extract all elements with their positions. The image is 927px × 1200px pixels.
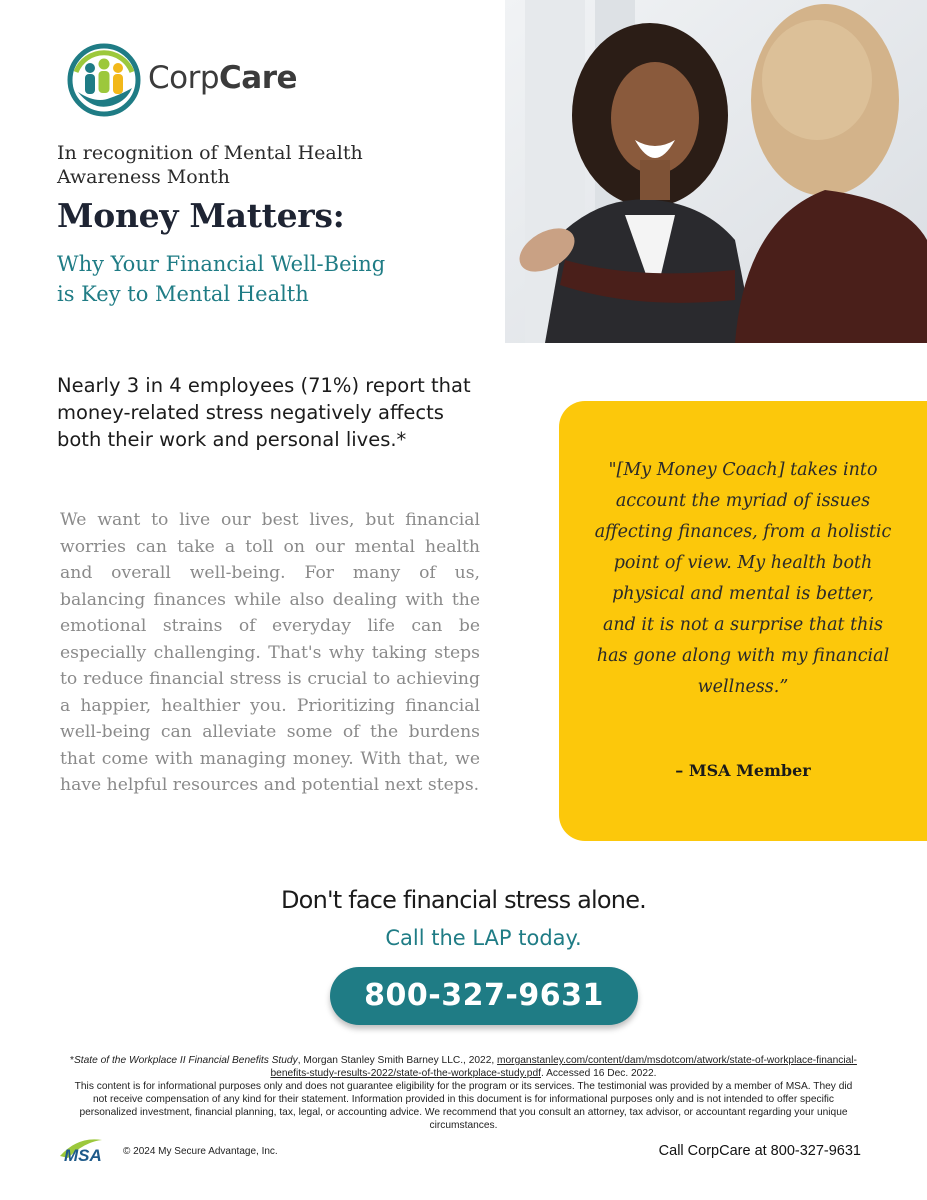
disclaimer-text: This content is for informational purposes only and does not guarantee eligibility for the program or its services. The testimonial was provided by a member of MSA. They did not receive compensation of any kind for their statement. Information provided in this document is for informational purposes only and is not intended to offer specific personalized investment, financial planning, tax, legal, or accounting advice. We recommend that you consult an attorney, tax advisor, or accountant regarding your unique circumstances. [74, 1081, 853, 1131]
two-women-conversation-photo-icon [505, 0, 927, 343]
corpcare-wordmark: CorpCare [148, 60, 298, 96]
key-statistic: Nearly 3 in 4 employees (71%) report that money-related stress negatively affects both their work and personal lives.* [57, 374, 471, 451]
page-title: Money Matters: [57, 196, 345, 235]
cta-headline: Don't face financial stress alone. [281, 886, 646, 914]
copyright-text: © 2024 My Secure Advantage, Inc. [123, 1146, 278, 1157]
source-footnote: *State of the Workplace II Financial Benefits Study, Morgan Stanley Smith Barney LLC., 2022, morganstanley.com/content/dam/msdotcom/atwork/state-of-workplace-financial-benefits-study-results-2022/state-of-the-workplace-study.pdf. Accessed 16 Dec. 2022. [70, 1055, 857, 1079]
svg-text:MSA: MSA [64, 1146, 102, 1164]
corpcare-emblem-icon [66, 42, 142, 118]
msa-logo [58, 1134, 118, 1164]
source-title: State of the Workplace II Financial Benefits Study [74, 1055, 298, 1066]
body-paragraph: We want to live our best lives, but financial worries can take a toll on our mental health and overall well-being. For many of us, balancing finances while also dealing with the emotional strains of everyday life can be especially challenging. That's why taking steps to reduce financial stress is crucial to achieving a happier, healthier you. Prioritizing financial well-being can alleviate some of the burdens that come with managing money. With that, we have helpful resources and potential next steps. [60, 510, 480, 795]
source-accessed: . Accessed 16 Dec. 2022. [540, 1068, 657, 1079]
page-subtitle: Why Your Financial Well-Being is Key to Mental Health [57, 252, 386, 306]
corpcare-logo [66, 42, 326, 118]
phone-number-button[interactable]: 800-327-9631 [330, 967, 638, 1025]
source-link[interactable]: morganstanley.com/content/dam/msdotcom/atwork/state-of-workplace-financial-benefits-study-results-2022/state-of-the-workplace-study.pdf [270, 1055, 857, 1079]
testimonial-quote: "[My Money Coach] takes into account the myriad of issues affecting finances, from a holistic point of view. My health both physical and mental is better, and it is not a surprise that this has gone along with my financial wellness.” [594, 460, 892, 697]
kicker-text: In recognition of Mental Health Awareness Month [57, 142, 363, 188]
hero-photo [505, 0, 927, 343]
testimonial-attribution: – MSA Member [675, 761, 811, 780]
testimonial-box [559, 401, 927, 841]
msa-logo-icon [58, 1134, 118, 1164]
cta-subline: Call the LAP today. [385, 926, 582, 950]
source-details: , Morgan Stanley Smith Barney LLC., 2022, [297, 1055, 498, 1066]
footer-call-text: Call CorpCare at 800-327-9631 [658, 1143, 861, 1159]
